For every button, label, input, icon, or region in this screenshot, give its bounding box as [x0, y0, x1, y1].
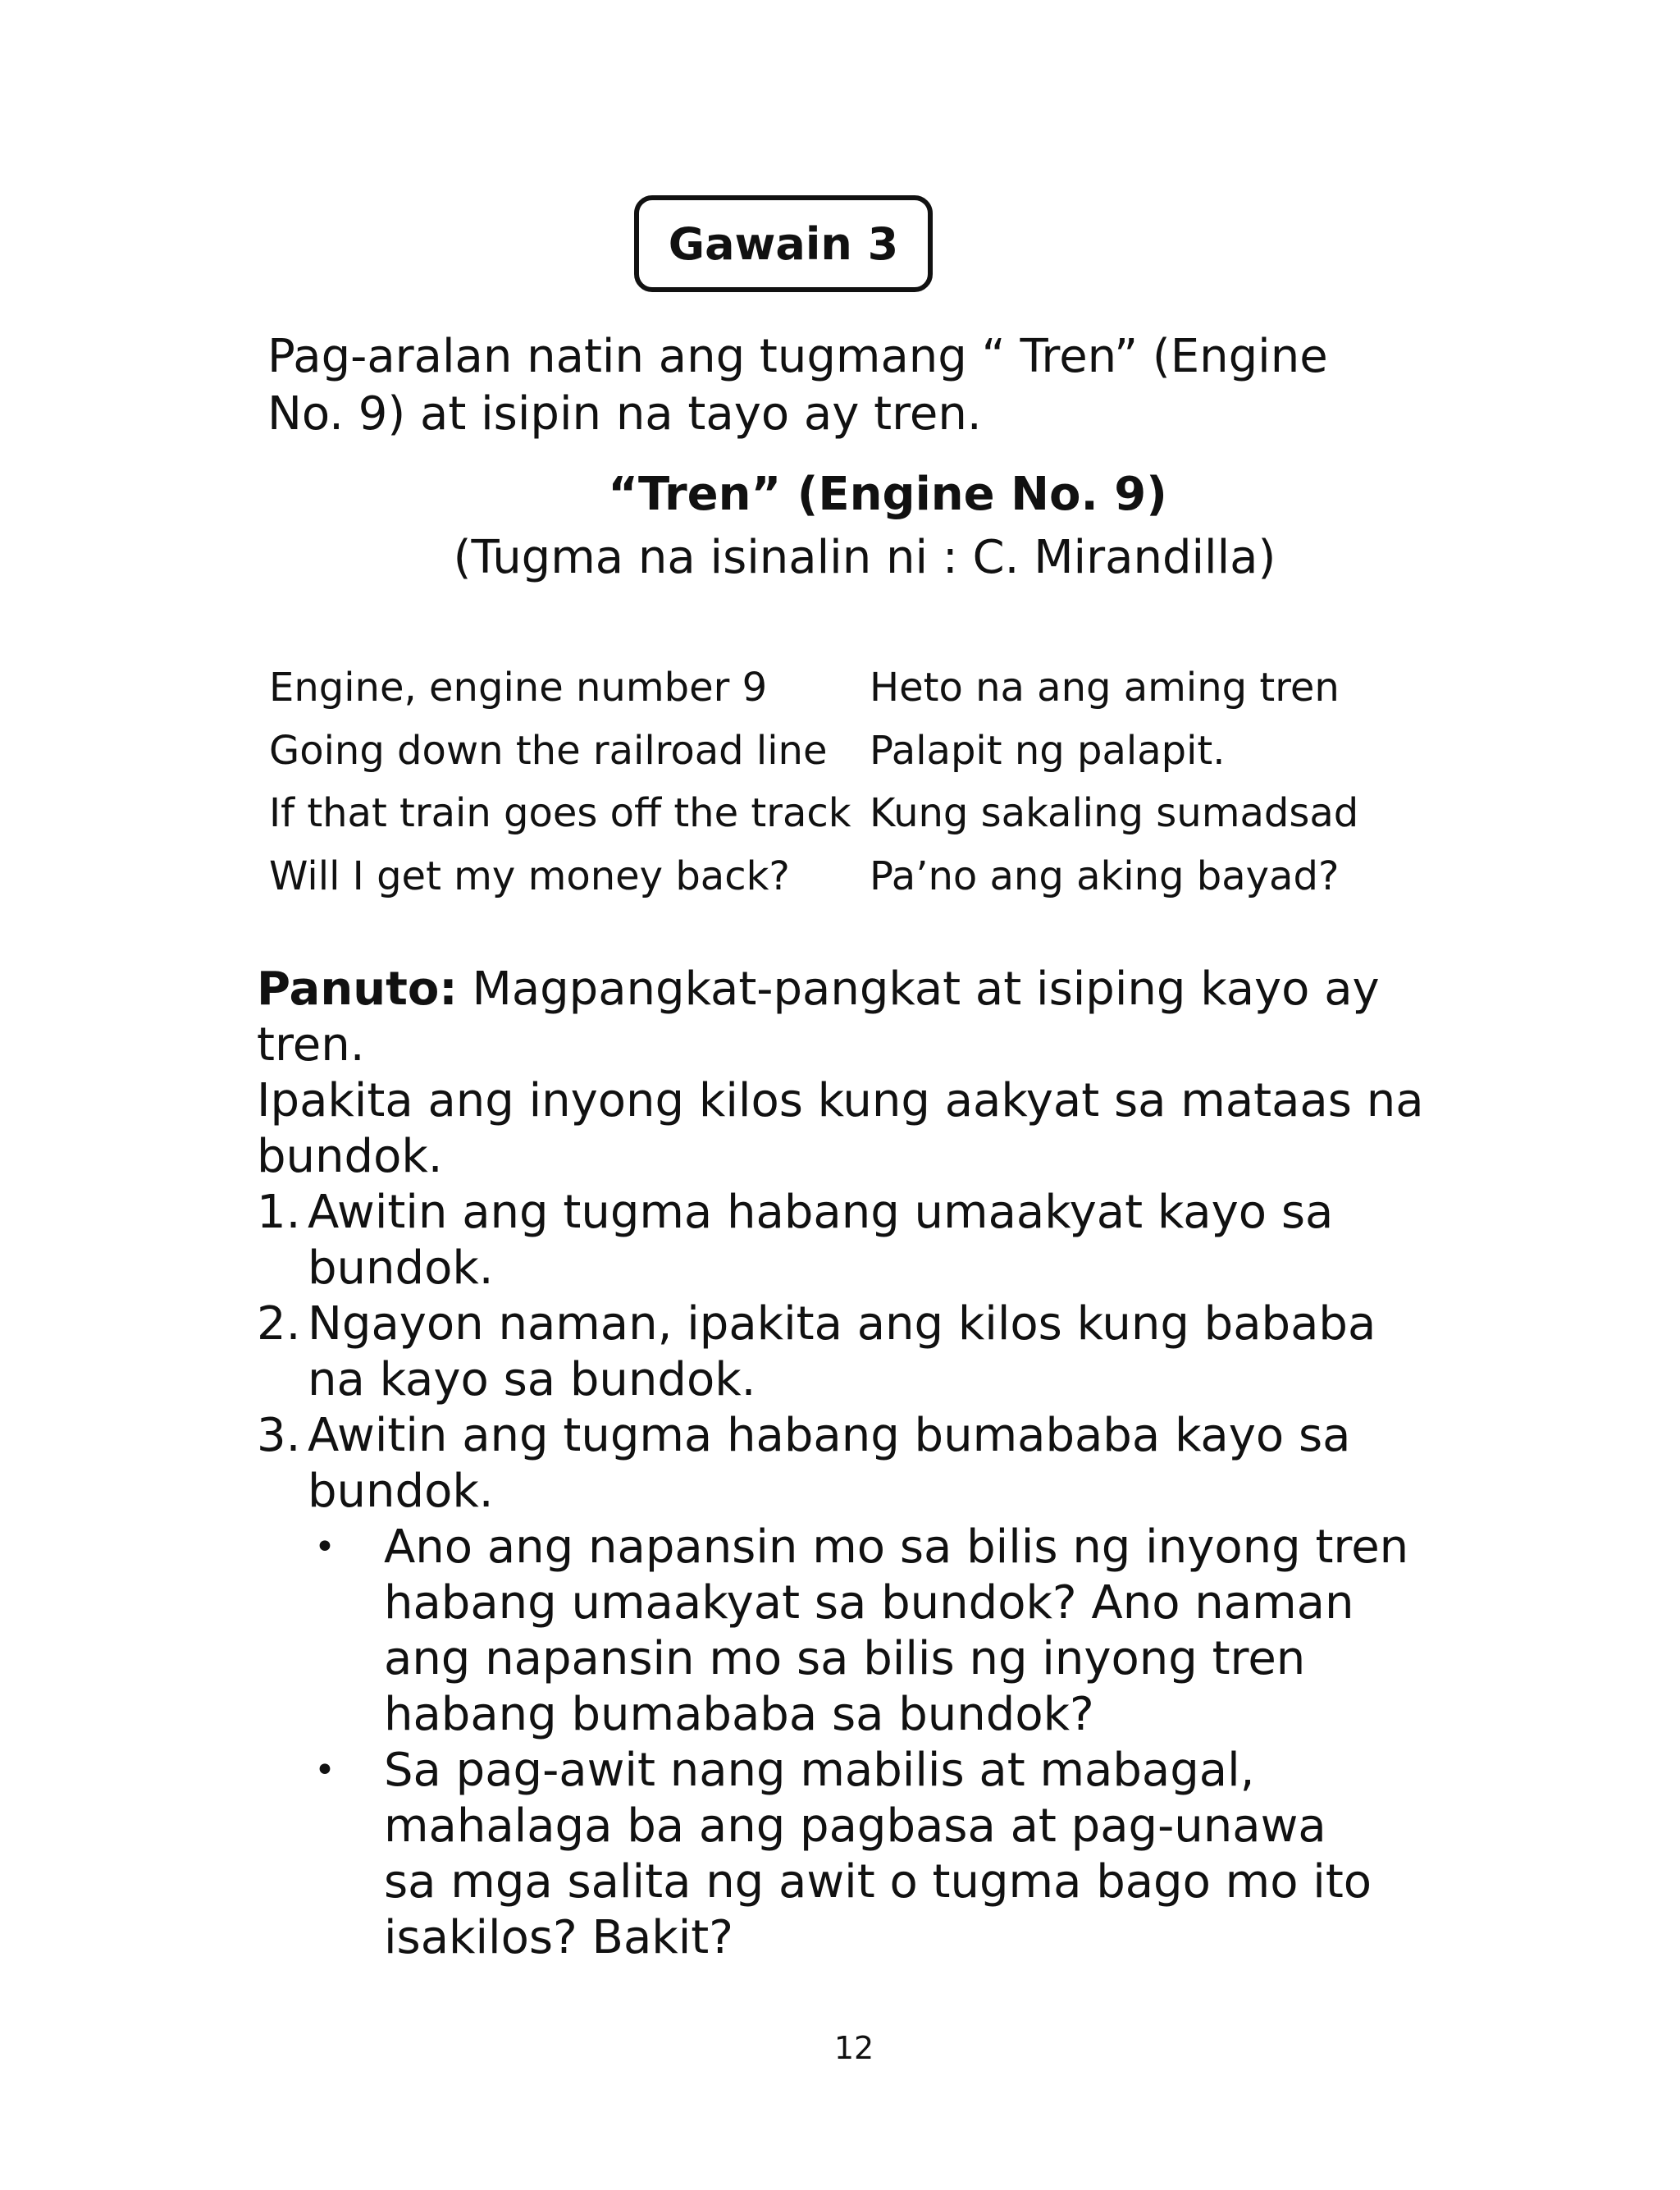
- instructions-label: Panuto:: [257, 962, 458, 1016]
- question-line: habang bumababa sa bundok?: [384, 1688, 1094, 1741]
- poem-subtitle: (Tugma na isinalin ni : C. Mirandilla): [453, 531, 1276, 584]
- questions-list: [257, 1520, 1438, 1966]
- intro-paragraph: [267, 328, 1416, 443]
- question-line: isakilos? Bakit?: [384, 1911, 733, 1964]
- step-item: [257, 1408, 1438, 1520]
- intro-line-1: Pag-aralan natin ang tugmang “ Tren” (Engine: [267, 330, 1328, 383]
- question-line: Sa pag-awit nang mabilis at mabagal,: [384, 1744, 1255, 1797]
- poem-english-line: Going down the railroad line: [269, 727, 828, 774]
- step-line: bundok.: [308, 1465, 494, 1518]
- step-number: 1.: [257, 1186, 301, 1239]
- step-item: [257, 1185, 1438, 1296]
- poem-filipino-line: Pa’no ang aking bayad?: [870, 853, 1340, 899]
- poem-english-line: Engine, engine number 9: [269, 665, 768, 711]
- step-line: Awitin ang tugma habang umaakyat kayo sa: [308, 1186, 1334, 1239]
- question-item: [257, 1520, 1438, 1743]
- step-line: Awitin ang tugma habang bumababa kayo sa: [308, 1409, 1351, 1462]
- step-text: [308, 1185, 1438, 1296]
- instructions-line-4: bundok.: [257, 1130, 443, 1183]
- activity-title-box: [634, 195, 933, 292]
- step-text: [308, 1408, 1438, 1520]
- question-line: mahalaga ba ang pagbasa at pag-unawa: [384, 1799, 1326, 1853]
- question-item: [257, 1743, 1438, 1966]
- step-line: na kayo sa bundok.: [308, 1353, 756, 1406]
- step-number: 3.: [257, 1409, 301, 1462]
- page-number: 12: [833, 2030, 874, 2066]
- question-line: sa mga salita ng awit o tugma bago mo ito: [384, 1855, 1372, 1909]
- instructions-line-1: Magpangkat-pangkat at isiping kayo ay: [457, 962, 1380, 1016]
- question-line: ang napansin mo sa bilis ng inyong tren: [384, 1632, 1306, 1685]
- instructions-section: [257, 962, 1438, 1966]
- question-line: Ano ang napansin mo sa bilis ng inyong tren: [384, 1520, 1409, 1574]
- bullet-icon: •: [314, 1749, 336, 1791]
- poem-filipino-line: Kung sakaling sumadsad: [870, 790, 1359, 836]
- question-line: habang umaakyat sa bundok? Ano naman: [384, 1576, 1354, 1630]
- step-line: bundok.: [308, 1241, 494, 1295]
- poem-english-line: Will I get my money back?: [269, 853, 790, 899]
- poem-filipino-line: Palapit ng palapit.: [870, 727, 1226, 774]
- activity-title: Gawain 3: [668, 217, 899, 270]
- poem-filipino-line: Heto na ang aming tren: [870, 665, 1340, 711]
- instructions-line-3: Ipakita ang inyong kilos kung aakyat sa mataas na: [257, 1074, 1424, 1127]
- question-text: [384, 1743, 1438, 1966]
- step-number: 2.: [257, 1297, 301, 1351]
- step-item: [257, 1296, 1438, 1408]
- poem-english-column: [269, 656, 851, 908]
- step-line: Ngayon naman, ipakita ang kilos kung bababa: [308, 1297, 1376, 1351]
- intro-line-2: No. 9) at isipin na tayo ay tren.: [267, 387, 982, 441]
- instructions-first-line: [257, 962, 1438, 1017]
- poem-english-line: If that train goes off the track: [269, 790, 851, 836]
- poem-filipino-column: [870, 656, 1358, 908]
- bullet-icon: •: [314, 1526, 336, 1568]
- poem-title: “Tren” (Engine No. 9): [608, 468, 1167, 521]
- steps-list: [257, 1185, 1438, 1520]
- step-text: [308, 1296, 1438, 1408]
- instructions-line-2: tren.: [257, 1018, 365, 1072]
- question-text: [384, 1520, 1438, 1743]
